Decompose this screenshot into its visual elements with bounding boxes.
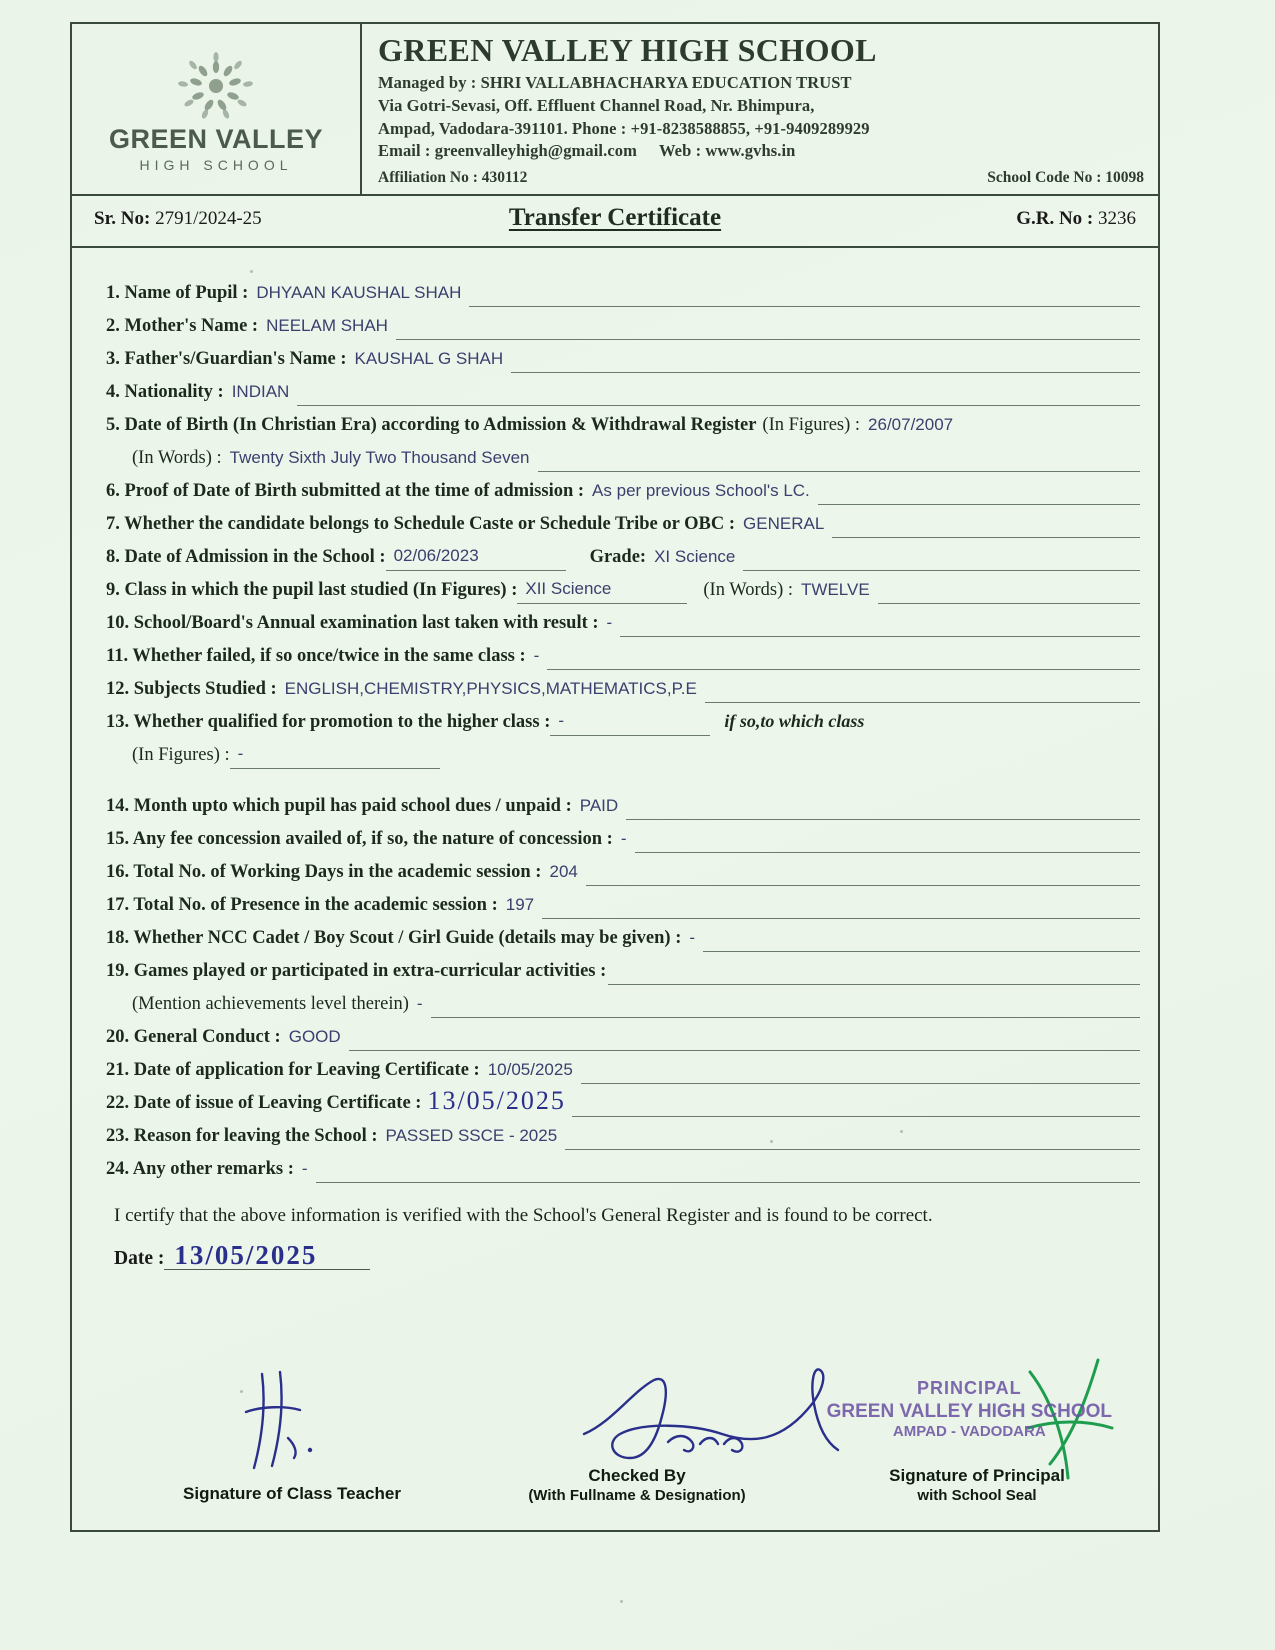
scan-speck xyxy=(620,1600,623,1603)
scan-speck xyxy=(250,270,253,273)
value-last-class-in-words: TWELVE xyxy=(801,580,870,599)
issue-date-line xyxy=(92,1227,1140,1270)
rule-line xyxy=(469,280,1140,307)
value-application-date: 10/05/2025 xyxy=(487,1060,573,1079)
rule-line xyxy=(626,793,1140,820)
gr-number-label: G.R. No : xyxy=(1016,208,1094,229)
rule-line xyxy=(878,577,1140,604)
field-row-ncc-scout xyxy=(92,919,1140,952)
label-working-days: 16. Total No. of Working Days in the academic session : xyxy=(106,861,542,882)
serial-number-label: Sr. No: xyxy=(94,208,151,229)
rule-line xyxy=(396,313,1140,340)
signature-area xyxy=(72,1364,1158,1514)
value-dob-proof: As per previous School's LC. xyxy=(592,481,810,500)
label-dob-in-words: (In Words) : xyxy=(132,447,222,468)
rule-line xyxy=(620,610,1140,637)
label-other-remarks: 24. Any other remarks : xyxy=(106,1158,294,1179)
school-managed-by: Managed by : SHRI VALLABHACHARYA EDUCATION TRUST xyxy=(378,73,852,92)
label-issue-date: 22. Date of issue of Leaving Certificate : xyxy=(106,1092,422,1113)
field-row-promotion-in-figures xyxy=(92,736,1140,769)
value-general-conduct: GOOD xyxy=(288,1027,341,1046)
school-emblem-icon xyxy=(172,50,260,120)
value-other-remarks: - xyxy=(301,1159,308,1178)
value-fee-concession: - xyxy=(620,829,627,848)
field-row-subjects-studied xyxy=(92,670,1140,703)
seal-line-school: GREEN VALLEY HIGH SCHOOL xyxy=(826,1400,1112,1422)
school-ids xyxy=(378,169,1144,187)
logo-school-name: GREEN VALLEY xyxy=(108,123,324,154)
label-date-of-admission: 8. Date of Admission in the School : xyxy=(106,546,386,567)
seal-line-principal: PRINCIPAL xyxy=(916,1378,1022,1398)
value-date-of-admission: 02/06/2023 xyxy=(393,546,479,565)
value-fathers-name: KAUSHAL G SHAH xyxy=(354,349,504,368)
value-annual-exam: - xyxy=(606,613,613,632)
label-date: Date : xyxy=(114,1248,165,1270)
gr-number-value: 3236 xyxy=(1098,208,1136,229)
school-address-line1: Via Gotri-Sevasi, Off. Effluent Channel Road, Nr. Bhimpura, xyxy=(378,95,815,115)
rule-line xyxy=(608,958,1140,985)
signature-class-teacher xyxy=(127,1484,457,1504)
field-row-mothers-name xyxy=(92,307,1140,340)
value-grade: XI Science xyxy=(654,547,736,566)
signature-checked-by xyxy=(482,1466,792,1504)
note-promotion-class: if so,to which class xyxy=(724,711,865,731)
label-games-achievements: (Mention achievements level therein) xyxy=(132,993,409,1014)
label-nationality: 4. Nationality : xyxy=(106,381,224,402)
label-dob-in-figures: (In Figures) : xyxy=(762,414,861,435)
label-category: 7. Whether the candidate belongs to Schedule Caste or Schedule Tribe or OBC : xyxy=(106,513,736,534)
label-grade: Grade: xyxy=(589,546,647,567)
school-email: Email : greenvalleyhigh@gmail.com xyxy=(378,141,637,161)
label-promotion: 13. Whether qualified for promotion to the higher class : xyxy=(106,711,551,732)
signature-principal xyxy=(827,1466,1127,1504)
field-row-promotion xyxy=(92,703,1140,736)
value-last-class: XII Science xyxy=(525,579,612,598)
page-title: Transfer Certificate xyxy=(508,204,722,231)
field-row-fathers-name xyxy=(92,340,1140,373)
field-row-working-days xyxy=(92,853,1140,886)
logo-school-sub: HIGH SCHOOL xyxy=(139,156,293,173)
label-mothers-name: 2. Mother's Name : xyxy=(106,315,259,336)
value-games-achievements: - xyxy=(416,994,423,1013)
affiliation-no: Affiliation No : 430112 xyxy=(378,169,528,187)
field-row-presence xyxy=(92,886,1140,919)
label-games: 19. Games played or participated in extra-curricular activities : xyxy=(106,960,607,981)
spacer xyxy=(92,769,1140,787)
rule-line xyxy=(297,379,1140,406)
value-working-days: 204 xyxy=(549,862,578,881)
certificate-title-row xyxy=(72,196,1158,248)
field-row-annual-exam xyxy=(92,604,1140,637)
field-row-issue-date xyxy=(92,1084,1140,1117)
rule-line xyxy=(818,478,1140,505)
field-row-dob-in-words xyxy=(92,439,1140,472)
label-last-class: 9. Class in which the pupil last studied (In Figures) : xyxy=(106,579,518,600)
certification-statement: I certify that the above information is verified with the School's General Register and is found to be correct. xyxy=(114,1205,933,1226)
label-school-dues: 14. Month upto which pupil has paid school dues / unpaid : xyxy=(106,795,572,816)
rule-line xyxy=(230,744,440,769)
field-row-school-dues xyxy=(92,787,1140,820)
field-row-games xyxy=(92,952,1140,985)
certificate-sheet xyxy=(70,22,1160,1532)
rule-line xyxy=(511,346,1140,373)
rule-line xyxy=(316,1156,1140,1183)
field-row-date-of-admission xyxy=(92,538,1140,571)
value-reason-for-leaving: PASSED SSCE - 2025 xyxy=(385,1126,558,1145)
field-row-last-class xyxy=(92,571,1140,604)
rule-line xyxy=(550,711,710,736)
rule-line xyxy=(581,1057,1140,1084)
value-mothers-name: NEELAM SHAH xyxy=(266,316,388,335)
school-web: Web : www.gvhs.in xyxy=(658,141,796,161)
field-row-name-of-pupil xyxy=(92,274,1140,307)
label-date-of-birth: 5. Date of Birth (In Christian Era) according to Admission & Withdrawal Register xyxy=(106,414,757,435)
gr-number xyxy=(1016,208,1136,230)
label-presence: 17. Total No. of Presence in the academic session : xyxy=(106,894,498,915)
school-address-line2: Ampad, Vadodara-391101. Phone : +91-8238588855, +91-9409289929 xyxy=(378,118,870,138)
rule-line xyxy=(538,445,1140,472)
value-date: 13/05/2025 xyxy=(164,1241,370,1270)
serial-number-value: 2791/2024-25 xyxy=(155,208,262,229)
rule-line xyxy=(542,892,1140,919)
scan-speck xyxy=(770,1140,773,1143)
seal-line-place: AMPAD - VADODARA xyxy=(892,1423,1046,1441)
rule-line xyxy=(743,544,1140,571)
school-logo-cell xyxy=(72,24,362,194)
label-dob-proof: 6. Proof of Date of Birth submitted at the time of admission : xyxy=(106,480,585,501)
school-info xyxy=(362,24,1158,194)
rule-line xyxy=(431,991,1140,1018)
field-row-dob-proof xyxy=(92,472,1140,505)
label-fathers-name: 3. Father's/Guardian's Name : xyxy=(106,348,347,369)
field-row-reason-for-leaving xyxy=(92,1117,1140,1150)
label-name-of-pupil: 1. Name of Pupil : xyxy=(106,282,249,303)
label-failed: 11. Whether failed, if so once/twice in the same class : xyxy=(106,645,526,666)
value-promotion-in-figures: - xyxy=(237,744,244,763)
value-school-dues: PAID xyxy=(579,796,619,815)
rule-line xyxy=(349,1024,1140,1051)
value-name-of-pupil: DHYAAN KAUSHAL SHAH xyxy=(256,283,462,302)
field-row-date-of-birth xyxy=(92,406,1140,439)
school-title: GREEN VALLEY HIGH SCHOOL xyxy=(378,32,877,68)
label-application-date: 21. Date of application for Leaving Certificate : xyxy=(106,1059,480,1080)
school-contact xyxy=(378,140,1144,163)
field-row-nationality xyxy=(92,373,1140,406)
field-row-other-remarks xyxy=(92,1150,1140,1183)
rule-line xyxy=(586,859,1140,886)
rule-line xyxy=(832,511,1140,538)
value-nationality: INDIAN xyxy=(231,382,290,401)
class-teacher-signature-mark xyxy=(232,1366,392,1476)
rule-line xyxy=(705,676,1140,703)
field-row-failed xyxy=(92,637,1140,670)
label-last-class-in-words: (In Words) : xyxy=(703,579,794,600)
field-row-category xyxy=(92,505,1140,538)
label-checked-by-sub: (With Fullname & Designation) xyxy=(528,1487,746,1504)
value-subjects-studied: ENGLISH,CHEMISTRY,PHYSICS,MATHEMATICS,P.E xyxy=(284,679,697,698)
label-ncc-scout: 18. Whether NCC Cadet / Boy Scout / Girl Guide (details may be given) : xyxy=(106,927,682,948)
field-row-application-date xyxy=(92,1051,1140,1084)
rule-line xyxy=(572,1090,1140,1117)
label-signature-class-teacher: Signature of Class Teacher xyxy=(183,1484,401,1503)
rule-line xyxy=(703,925,1140,952)
value-date-of-birth: 26/07/2007 xyxy=(868,415,954,434)
rule-line xyxy=(386,546,566,571)
rule-line xyxy=(635,826,1140,853)
value-failed: - xyxy=(533,646,540,665)
value-issue-date: 13/05/2025 xyxy=(427,1086,566,1115)
scan-speck xyxy=(900,1130,903,1133)
rule-line xyxy=(517,579,687,604)
label-checked-by: Checked By xyxy=(588,1466,686,1485)
value-promotion: - xyxy=(558,711,565,730)
label-fee-concession: 15. Any fee concession availed of, if so, the nature of concession : xyxy=(106,828,613,849)
field-row-games-achievements xyxy=(92,985,1140,1018)
rule-line xyxy=(565,1123,1140,1150)
label-signature-principal: Signature of Principal xyxy=(889,1466,1065,1485)
value-dob-in-words: Twenty Sixth July Two Thousand Seven xyxy=(229,448,530,467)
certificate-body xyxy=(72,248,1158,1270)
label-reason-for-leaving: 23. Reason for leaving the School : xyxy=(106,1125,378,1146)
rule-line xyxy=(547,643,1140,670)
label-annual-exam: 10. School/Board's Annual examination last taken with result : xyxy=(106,612,599,633)
value-ncc-scout: - xyxy=(689,928,696,947)
value-presence: 197 xyxy=(505,895,535,914)
certificate-header xyxy=(72,24,1158,196)
label-general-conduct: 20. General Conduct : xyxy=(106,1026,281,1047)
scan-speck xyxy=(240,1390,243,1393)
label-signature-principal-sub: with School Seal xyxy=(917,1487,1037,1504)
principal-seal xyxy=(827,1377,1112,1442)
label-promotion-in-figures: (In Figures) : xyxy=(132,744,230,765)
value-category: GENERAL xyxy=(743,514,825,533)
field-row-general-conduct xyxy=(92,1018,1140,1051)
field-row-fee-concession xyxy=(92,820,1140,853)
label-subjects-studied: 12. Subjects Studied : xyxy=(106,678,277,699)
school-code: School Code No : 10098 xyxy=(987,169,1144,187)
checked-by-signature-mark xyxy=(572,1364,852,1474)
